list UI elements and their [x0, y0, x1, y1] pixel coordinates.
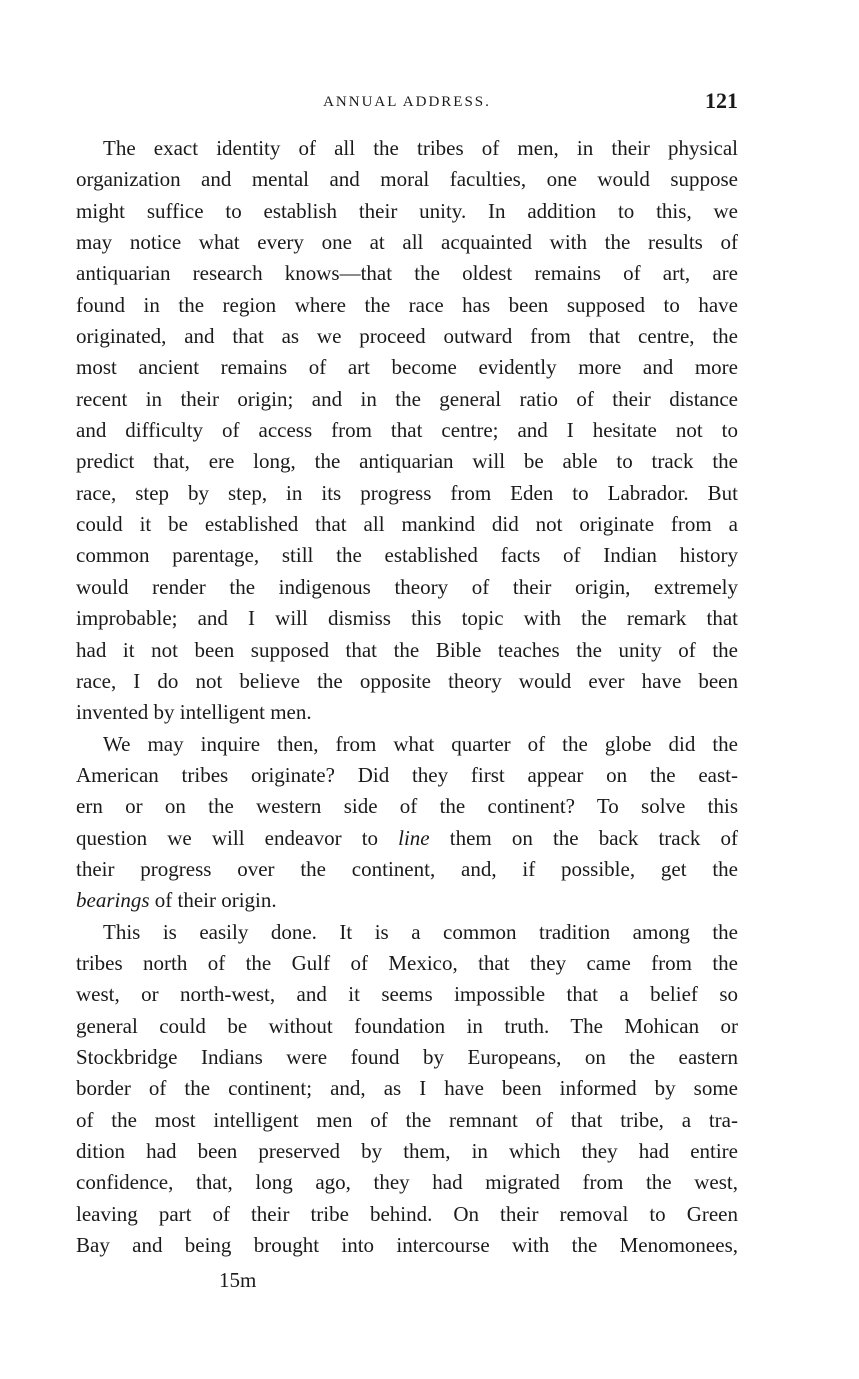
text-fragment: them on the back track of — [429, 825, 739, 850]
text-line: This is easily done. It is a common tradition among the — [103, 919, 738, 944]
running-title: ANNUAL ADDRESS. — [323, 94, 491, 110]
text-line: leaving part of their tribe behind. On their removal to Green — [76, 1201, 738, 1226]
paragraph-3 — [76, 917, 738, 1262]
text-line: their progress over the continent, and, if possible, get the — [76, 856, 738, 881]
text-line: Stockbridge Indians were found by Europeans, on the eastern — [76, 1044, 738, 1069]
italic-word: line — [398, 825, 430, 850]
text-line: Bay and being brought into intercourse with the Menomonees, — [76, 1233, 738, 1258]
text-line: The exact identity of all the tribes of men, in their physical — [103, 136, 738, 160]
text-line-with-italic — [76, 823, 738, 854]
text-line: may notice what every one at all acquainted with the results of — [76, 230, 738, 255]
text-line: ern or on the western side of the continent? To solve this — [76, 794, 738, 819]
text-line: had it not been supposed that the Bible teaches the unity of the — [76, 637, 738, 662]
text-line: could it be established that all mankind did not originate from a — [76, 512, 738, 537]
text-line: might suffice to establish their unity. In addition to this, we — [76, 198, 738, 223]
text-fragment: question we will endeavor to — [76, 825, 399, 850]
text-line: race, I do not believe the opposite theory would ever have been — [76, 668, 738, 693]
text-line: found in the region where the race has been supposed to have — [76, 292, 738, 317]
text-line: race, step by step, in its progress from Eden to Labrador. But — [76, 480, 738, 505]
text-line: invented by intelligent men. — [76, 700, 312, 725]
text-line: common parentage, still the established facts of Indian history — [76, 543, 738, 568]
paragraph-2 — [76, 729, 738, 917]
page-number: 121 — [705, 88, 738, 113]
text-line: border of the continent; and, as I have been informed by some — [76, 1076, 738, 1101]
text-line-with-italic — [76, 885, 738, 916]
text-line: antiquarian research knows—that the oldest remains of art, are — [76, 261, 738, 286]
text-line: most ancient remains of art become evidently more and more — [76, 355, 738, 380]
signature-mark: 15m — [219, 1268, 257, 1292]
running-head — [76, 88, 738, 116]
paragraph-1 — [76, 133, 738, 729]
text-line: We may inquire then, from what quarter of the globe did the — [103, 731, 738, 756]
text-line: dition had been preserved by them, in which they had entire — [76, 1139, 738, 1163]
text-line: tribes north of the Gulf of Mexico, that they came from the — [76, 950, 738, 975]
text-line: and difficulty of access from that centre; and I hesitate not to — [76, 418, 738, 443]
body-text — [76, 133, 738, 1261]
text-line: west, or north-west, and it seems impossible that a belief so — [76, 982, 738, 1007]
text-line: originated, and that as we proceed outward from that centre, the — [76, 324, 738, 349]
text-line: general could be without foundation in truth. The Mohican or — [76, 1013, 738, 1038]
italic-word: bearings — [76, 888, 150, 913]
text-line: predict that, ere long, the antiquarian will be able to track the — [76, 449, 738, 474]
text-line: organization and mental and moral faculties, one would suppose — [76, 167, 738, 192]
text-line: improbable; and I will dismiss this topic with the remark that — [76, 606, 738, 631]
text-line: of the most intelligent men of the remnant of that tribe, a tra- — [76, 1107, 738, 1132]
text-line: would render the indigenous theory of their origin, extremely — [76, 574, 738, 599]
text-line: recent in their origin; and in the general ratio of their distance — [76, 386, 738, 411]
text-fragment: of their origin. — [149, 888, 277, 913]
text-line: confidence, that, long ago, they had migrated from the west, — [76, 1170, 738, 1195]
text-line: American tribes originate? Did they first appear on the east- — [76, 762, 738, 787]
